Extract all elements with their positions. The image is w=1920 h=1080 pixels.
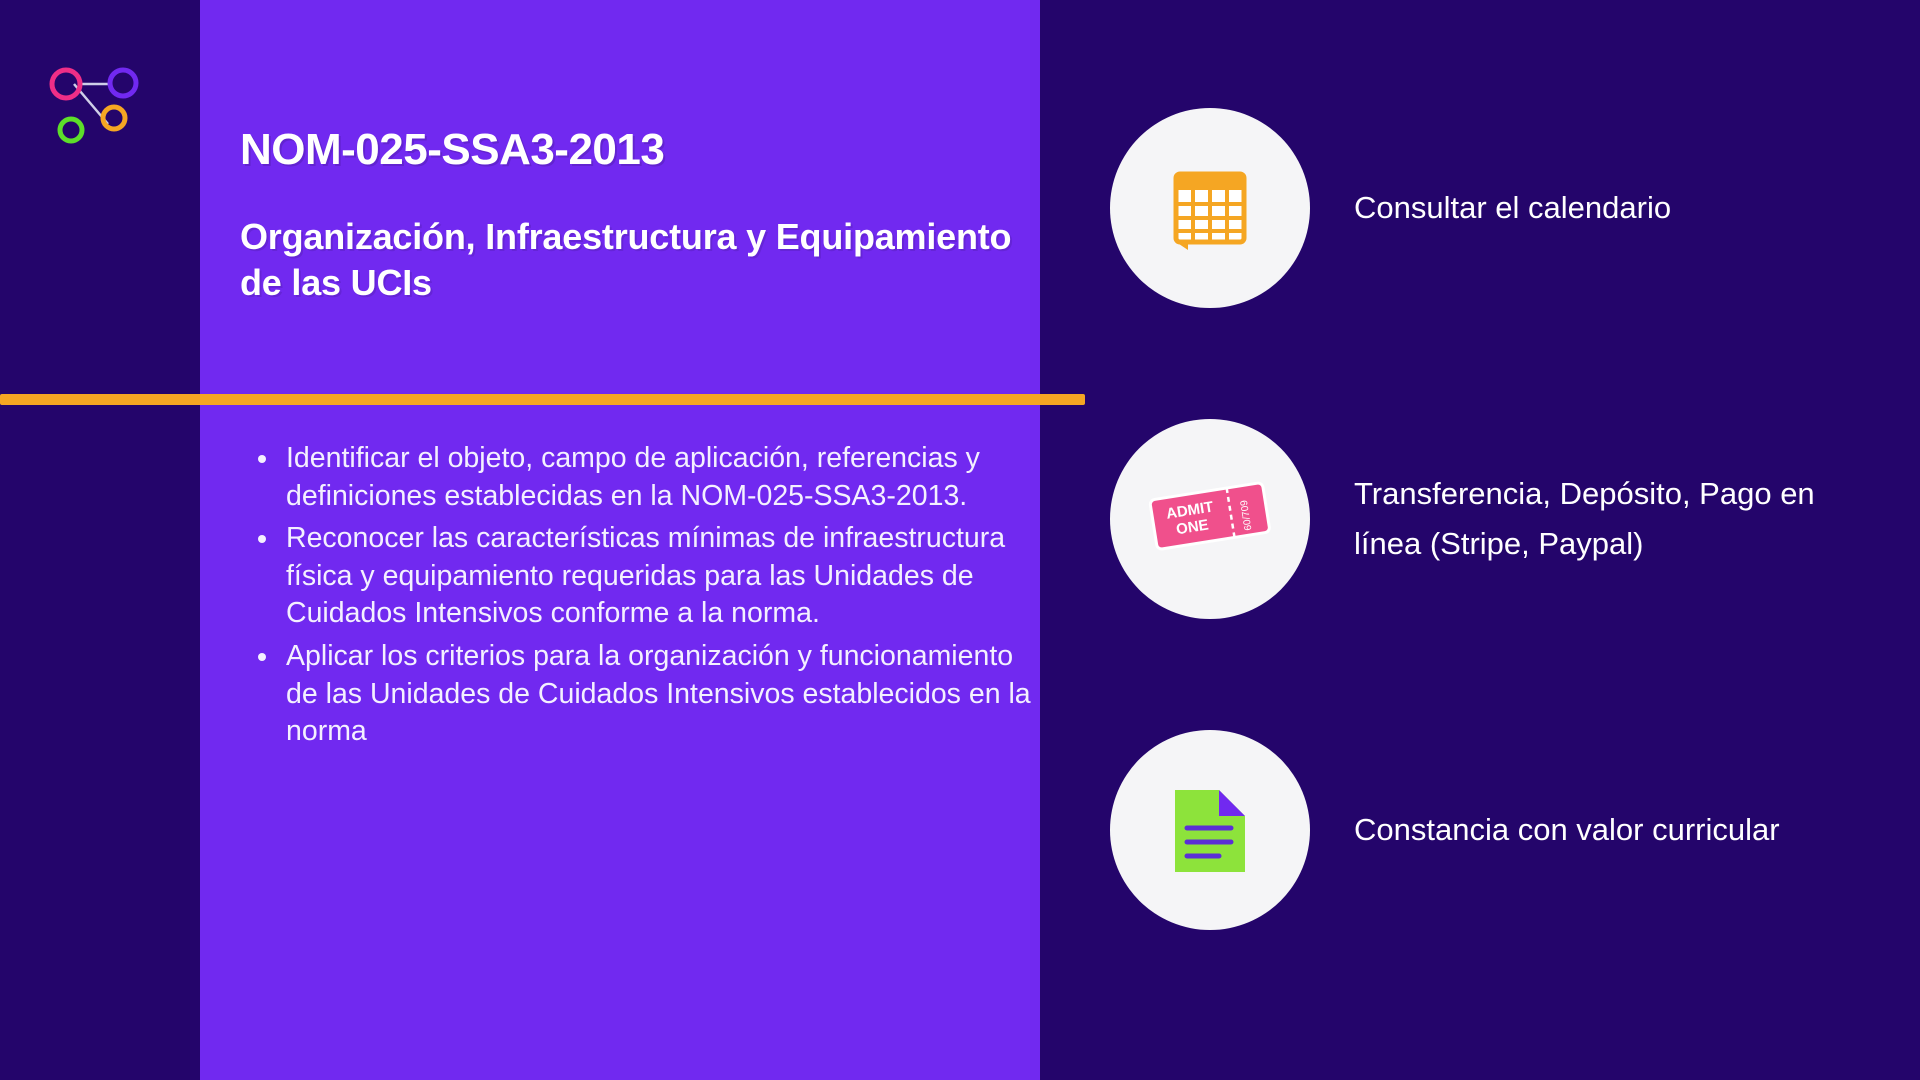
feature-label: Consultar el calendario (1354, 189, 1672, 225)
title-block (240, 125, 1030, 306)
features-list (1110, 108, 1870, 930)
calendar-icon (1158, 154, 1262, 263)
feature-label: Constancia con valor curricular (1354, 811, 1780, 847)
page-subtitle: Organización, Infraestructura y Equipamiento de las UCIs (240, 215, 1012, 303)
feature-icon-badge (1110, 419, 1310, 619)
feature-icon-badge (1110, 108, 1310, 308)
list-item: Reconocer las características mínimas de infraestructura física y equipamiento requeridas para las Unidades de Cuidados Intensivos conforme a la norma. (248, 520, 1038, 633)
page-title: NOM-025-SSA3-2013 (240, 125, 665, 174)
feature-label: Transferencia, Depósito, Pago en línea (Stripe, Paypal) (1354, 475, 1815, 561)
svg-text:ONE: ONE (1175, 515, 1210, 538)
feature-calendar (1110, 108, 1870, 308)
network-nodes-logo (44, 62, 164, 152)
list-item: Identificar el objeto, campo de aplicación, referencias y definiciones establecidas en la NOM-025-SSA3-2013. (248, 440, 1038, 515)
feature-payment (1110, 419, 1870, 619)
ticket-icon (1147, 471, 1273, 568)
document-icon (1155, 772, 1265, 889)
feature-icon-badge (1110, 730, 1310, 930)
feature-certificate (1110, 730, 1870, 930)
svg-text:60/709: 60/709 (1238, 498, 1255, 531)
svg-text:ADMIT: ADMIT (1164, 497, 1215, 523)
list-item: Aplicar los criterios para la organización y funcionamiento de las Unidades de Cuidados Intensivos establecidos en la norma (248, 638, 1038, 751)
accent-divider (0, 394, 1085, 405)
objectives-list (248, 440, 1038, 756)
